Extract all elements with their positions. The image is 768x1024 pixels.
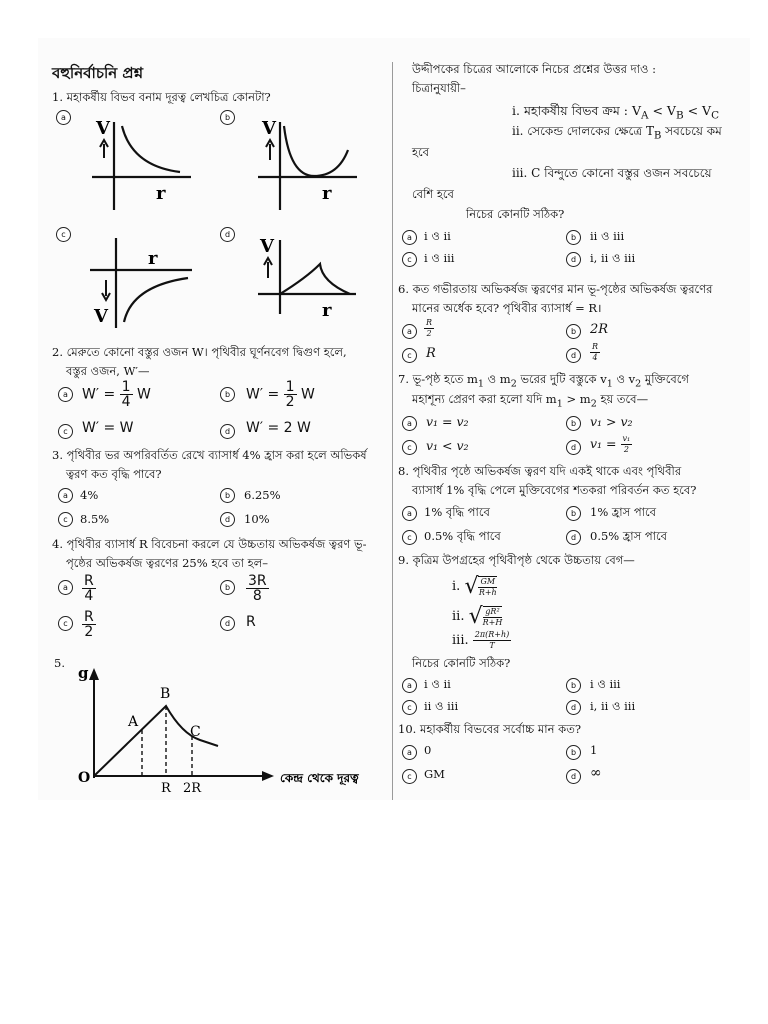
q1d-label-v: V [260, 236, 274, 257]
q4-line1: 4. পৃথিবীর ব্যাসার্ধ R বিবেচনা করলে যে উচ্চতায় অভিকর্ষজ ত্বরণ ভূ- [52, 537, 367, 551]
q2-option-d-badge[interactable]: d [220, 424, 235, 439]
q5-label-g: g [78, 664, 89, 682]
q5-graph [70, 660, 380, 800]
q1c-label-r: r [148, 248, 158, 269]
sqrt-icon: √ [464, 574, 479, 599]
q8-option-b[interactable]: 1% হ্রাস পাবে [590, 505, 657, 519]
q8-line2: ব্যাসার্ধ 1% বৃদ্ধি পেলে মুক্তিবেগের শতকরা পরিবর্তন কত হবে? [412, 483, 697, 497]
q3-line2: ত্বরণ কত বৃদ্ধি পাবে? [66, 467, 162, 481]
q1d-label-r: r [322, 300, 332, 321]
q6-line2: মানের অর্ধেক হবে? পৃথিবীর ব্যাসার্ধ = R। [412, 301, 602, 315]
s-option-b[interactable]: ii ও iii [590, 229, 625, 243]
statement-ii-cont: হবে [412, 145, 430, 159]
q2-option-b-badge[interactable]: b [220, 387, 235, 402]
q6-option-c[interactable]: R [426, 346, 436, 361]
q3-option-a[interactable]: 4% [80, 488, 99, 502]
q6-line1: 6. কত গভীরতায় অভিকর্ষজ ত্বরণের মান ভূ-পৃষ্ঠের অভিকর্ষজ ত্বরণের [398, 282, 713, 296]
q1-graph-c [86, 234, 196, 332]
q1-graph-b [252, 114, 362, 214]
q6-option-d[interactable]: $\frac{R}{4}$ [592, 342, 599, 362]
q7-option-a[interactable]: v₁ = v₂ [426, 414, 469, 429]
q5-number: 5. [54, 656, 65, 670]
q1a-label-v: V [96, 118, 110, 139]
q3-option-c[interactable]: 8.5% [80, 512, 110, 526]
q3-option-d[interactable]: 10% [244, 512, 270, 526]
q1b-label-r: r [322, 183, 332, 204]
q1b-label-v: V [262, 118, 276, 139]
q8-line1: 8. পৃথিবীর পৃষ্ঠে অভিকর্ষজ ত্বরণ যদি একই থাকে এবং পৃথিবীর [398, 464, 682, 478]
q4-option-a[interactable]: $\frac{R}{4}$ [84, 573, 94, 604]
q1-option-a-badge[interactable]: a [56, 110, 71, 125]
sqrt-icon: √ [468, 604, 483, 629]
which-correct: নিচের কোনটি সঠিক? [466, 207, 565, 221]
q7-line2: মহাশূন্য প্রেরণ করা হলো যদি $m_1 > m_2$ হয় তবে— [412, 392, 649, 410]
q8-option-a[interactable]: 1% বৃদ্ধি পাবে [424, 505, 490, 519]
q5-label-b: B [160, 686, 171, 702]
q8-option-d[interactable]: 0.5% হ্রাস পাবে [590, 529, 667, 543]
q1c-label-v: V [94, 306, 108, 327]
q3-line1: 3. পৃথিবীর ভর অপরিবর্তিত রেখে ব্যাসার্ধ 4% হ্রাস করা হলে অভিকর্ষ [52, 448, 367, 462]
q6-option-b[interactable]: 2R [590, 322, 609, 337]
statement-iii: iii. C বিন্দুতে কোনো বস্তুর ওজন সবচেয়ে [512, 166, 712, 180]
q2-option-c[interactable]: W′ = W [82, 420, 134, 436]
q10-option-b[interactable]: 1 [590, 743, 598, 757]
q1-option-b-badge[interactable]: b [220, 110, 235, 125]
q1a-curve [122, 126, 180, 172]
q9-expr-ii: ii. √ $\frac{\text{gR²}}{R+H}$ [452, 604, 503, 629]
q7-line1: 7. ভূ-পৃষ্ঠ হতে $m_1$ ও $m_2$ ভরের দুটি বস্তুকে $v_1$ ও $v_2$ মুক্তিবেগে [398, 372, 689, 390]
q3-option-b[interactable]: 6.25% [244, 488, 281, 502]
intro-text: উদ্দীপকের চিত্রের আলোকে নিচের প্রশ্নের উত্তর দাও : [412, 62, 656, 76]
s-option-c[interactable]: i ও iii [424, 251, 455, 265]
q1b-curve [284, 126, 348, 176]
q1-graph-a [86, 114, 196, 214]
q1a-label-r: r [156, 183, 166, 204]
q4-option-d[interactable]: R [246, 614, 256, 630]
q9-option-b[interactable]: i ও iii [590, 677, 621, 691]
q2-line1: 2. মেরুতে কোনো বস্তুর ওজন W। পৃথিবীর ঘূর্ণনবেগ দ্বিগুণ হলে, [52, 345, 347, 359]
q2-line2: বস্তুর ওজন, W′— [66, 364, 150, 378]
q1-text: 1. মহাকর্ষীয় বিভব বনাম দূরত্ব লেখচিত্র কোনটা? [52, 90, 271, 104]
q10-option-d[interactable]: ∞ [590, 765, 602, 781]
statement-ii: ii. সেকেন্ড দোলকের ক্ষেত্রে $T_B$ সবচেয়ে কম [512, 124, 722, 142]
q4-option-b[interactable]: $\frac{3R}{8}$ [248, 573, 267, 604]
q5-label-x: কেন্দ্র থেকে দূরত্ব [280, 771, 359, 785]
q1d-curve [280, 264, 350, 294]
q4-option-c[interactable]: $\frac{R}{2}$ [84, 609, 94, 640]
q1-option-d-badge[interactable]: d [220, 227, 235, 242]
q9-expr-iii: iii. $\frac{2\pi(R+h)}{T}$ [452, 630, 510, 650]
q2-option-b[interactable]: W′ = $\frac{1}{2}$ W [246, 379, 315, 410]
statement-i: i. মহাকর্ষীয় বিভব ক্রম : $V_A < V_B < V_C$ [512, 103, 720, 122]
q5-label-o: O [78, 770, 91, 786]
column-divider [392, 62, 393, 800]
q5-curve [94, 706, 218, 776]
q5-label-c: C [190, 724, 201, 740]
q9-line1: 9. কৃত্রিম উপগ্রহের পৃথিবীপৃষ্ঠ থেকে উচ্চতায় বেগ— [398, 553, 635, 567]
q5-label-a: A [128, 714, 139, 730]
q7-option-d[interactable]: v₁ = $\frac{\text{v₁}}{2}$ [590, 434, 631, 454]
q2-option-a[interactable]: W′ = $\frac{1}{4}$ W [82, 379, 151, 410]
q10-option-a[interactable]: 0 [424, 743, 432, 757]
q9-option-c[interactable]: ii ও iii [424, 699, 459, 713]
statement-iii-cont: বেশি হবে [412, 187, 454, 201]
q2-option-c-badge[interactable]: c [58, 424, 73, 439]
q9-option-a[interactable]: i ও ii [424, 677, 451, 691]
q7-option-b[interactable]: v₁ > v₂ [590, 414, 633, 429]
q6-option-a[interactable]: $\frac{R}{2}$ [426, 318, 433, 338]
s-option-a[interactable]: i ও ii [424, 229, 451, 243]
q1-option-c-badge[interactable]: c [56, 227, 71, 242]
q9-which: নিচের কোনটি সঠিক? [412, 656, 511, 670]
q9-expr-i: i. √ $\frac{GM}{R+h}$ [452, 574, 497, 599]
q2-option-d[interactable]: W′ = 2 W [246, 420, 311, 436]
q4-line2: পৃষ্ঠের অভিকর্ষজ ত্বরণের 25% হবে তা হল– [66, 556, 269, 570]
q1-graph-d [252, 234, 362, 332]
q2-option-a-badge[interactable]: a [58, 387, 73, 402]
q9-option-d[interactable]: i, ii ও iii [590, 699, 636, 713]
q5-label-r: R [161, 781, 171, 796]
q8-option-c[interactable]: 0.5% বৃদ্ধি পাবে [424, 529, 501, 543]
q7-option-c[interactable]: v₁ < v₂ [426, 438, 469, 453]
q10-line1: 10. মহাকর্ষীয় বিভবের সর্বোচ্চ মান কত? [398, 722, 581, 736]
s-option-d[interactable]: i, ii ও iii [590, 251, 636, 265]
q5-label-2r: 2R [183, 781, 202, 796]
q1c-curve [124, 278, 188, 322]
per-figure-text: চিত্রানুযায়ী– [412, 81, 466, 95]
section-title: বহুনির্বাচনি প্রশ্ন [52, 64, 144, 82]
q10-option-c[interactable]: GM [424, 767, 445, 781]
